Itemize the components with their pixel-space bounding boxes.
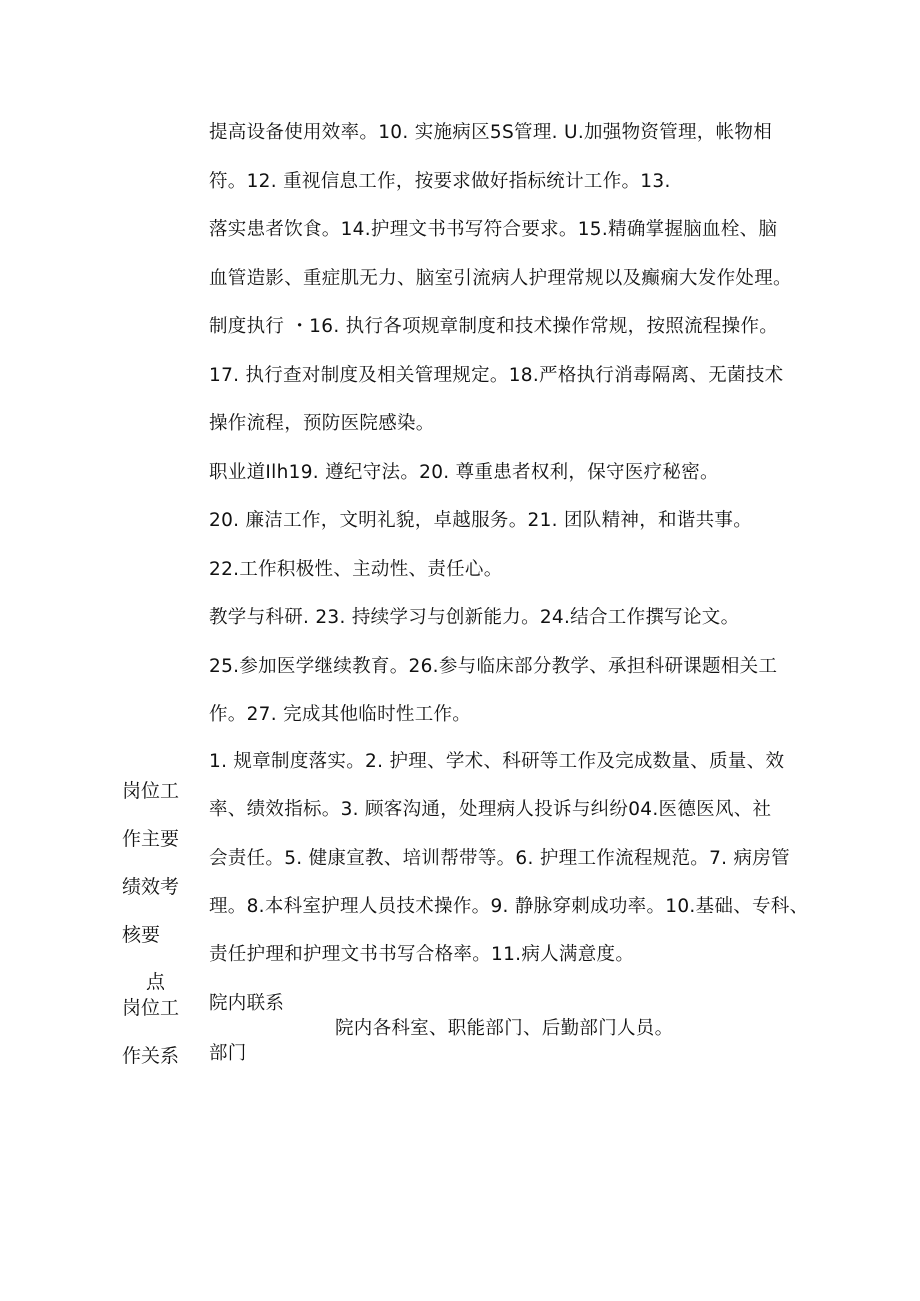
body-line-10: 22.工作积极性、主动性、责任心。: [209, 559, 503, 580]
body-line-2: 符。12. 重视信息工作，按要求做好指标统计工作。13.: [209, 171, 671, 192]
relations-sub-label-line-2: 部门: [209, 1043, 247, 1064]
body-line-12: 25.参加医学继续教育。26.参与临床部分教学、承担科研课题相关工: [209, 656, 778, 677]
body-line-5: 制度执行 ・16. 执行各项规章制度和技术操作常规，按照流程操作。: [209, 316, 779, 337]
performance-label-line-5: 点: [146, 971, 166, 993]
body-line-11: 教学与科研. 23. 持续学习与创新能力。24.结合工作撰写论文。: [209, 607, 740, 628]
relations-content: 院内各科室、职能部门、后勤部门人员。: [335, 1018, 674, 1039]
performance-label-line-3: 绩效考: [122, 876, 180, 898]
performance-line-2: 率、绩效指标。3. 顾客沟通，处理病人投诉与纠纷04.医德医风、社: [209, 799, 772, 820]
performance-label-line-1: 岗位工: [122, 780, 180, 802]
performance-line-5: 责任护理和护理文书书写合格率。11.病人满意度。: [209, 944, 635, 965]
relations-sub-label-line-1: 院内联系: [209, 993, 285, 1014]
body-line-8: 职业道Ilh19. 遵纪守法。20. 尊重患者权利，保守医疗秘密。: [209, 462, 719, 483]
body-line-6: 17. 执行查对制度及相关管理规定。18.严格执行消毒隔离、无菌技术: [209, 365, 784, 386]
body-line-7: 操作流程，预防医院感染。: [209, 413, 435, 434]
body-line-9: 20. 廉洁工作，文明礼貌，卓越服务。21. 团队精神，和谐共事。: [209, 510, 753, 531]
body-line-13: 作。27. 完成其他临时性工作。: [209, 704, 472, 725]
body-line-4: 血管造影、重症肌无力、脑室引流病人护理常规以及癫痫大发作处理。: [209, 268, 792, 289]
performance-label-line-4: 核要: [122, 924, 161, 946]
performance-label-line-2: 作主要: [122, 828, 180, 850]
performance-line-3: 会责任。5. 健康宣教、培训帮带等。6. 护理工作流程规范。7. 病房管: [209, 848, 790, 869]
relations-label-line-1: 岗位工: [122, 997, 180, 1019]
performance-line-1: 1. 规章制度落实。2. 护理、学术、科研等工作及完成数量、质量、效: [209, 751, 785, 772]
body-line-3: 落实患者饮食。14.护理文书书写符合要求。15.精确掌握脑血栓、脑: [209, 219, 778, 240]
performance-line-4: 理。8.本科室护理人员技术操作。9. 静脉穿刺成功率。10.基础、专科、: [209, 896, 809, 917]
relations-label-line-2: 作关系: [122, 1045, 180, 1067]
body-line-1: 提高设备使用效率。10. 实施病区5S管理. U.加强物资管理，帐物相: [209, 122, 772, 143]
